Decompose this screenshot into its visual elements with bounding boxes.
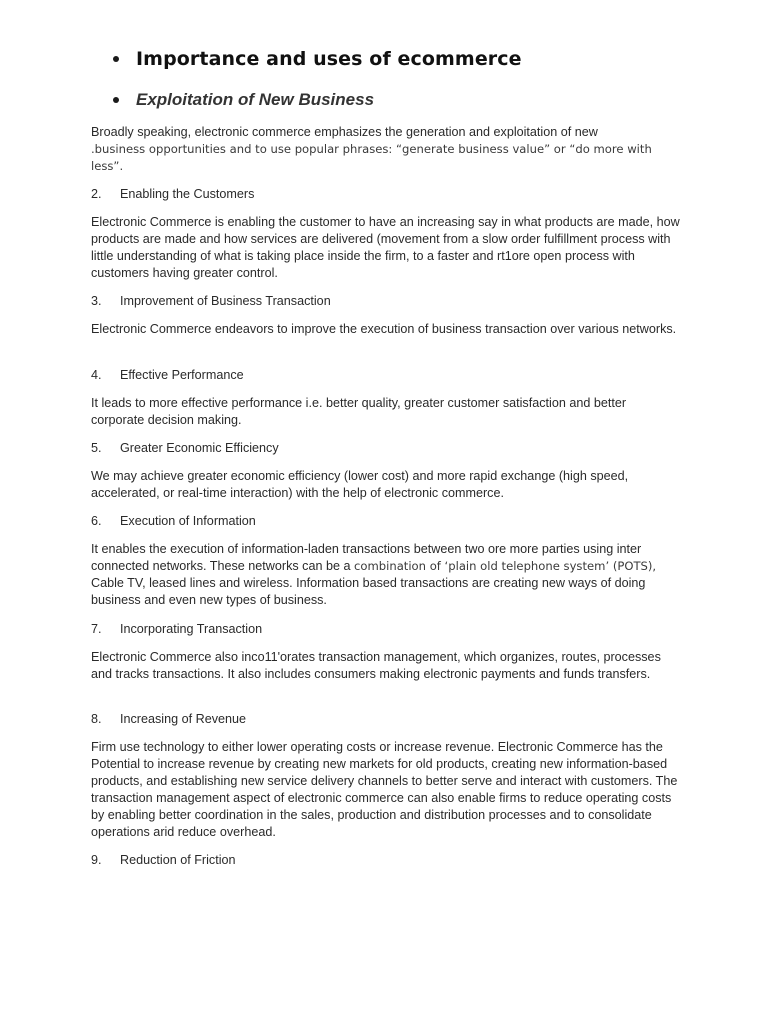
- intro-line: less”.: [91, 159, 124, 173]
- section-title: Enabling the Customers: [120, 187, 255, 201]
- section-body-text: It enables the execution of information-laden transactions between two ore more parties using inter connected networks. These networks can be a: [91, 542, 642, 573]
- bullet-icon: [113, 97, 119, 103]
- section-heading: [91, 621, 262, 638]
- section-heading: [91, 440, 279, 457]
- section-heading: [91, 852, 236, 869]
- section-number: 7.: [91, 622, 102, 636]
- section-heading: [91, 367, 244, 384]
- section-body-text: Cable TV, leased lines and wireless. Information based transactions are creating new ways of doing business and even new types of business.: [91, 576, 646, 607]
- section-number: 4.: [91, 368, 102, 382]
- section-subheading: Exploitation of New Business: [136, 90, 375, 109]
- heading-bullet-item: [113, 48, 522, 70]
- section-number: 9.: [91, 853, 102, 867]
- section-heading: [91, 186, 254, 203]
- section-body: Electronic Commerce also inco11'orates transaction management, which organizes, routes, processes and tracks transactions. It also includes consumers making electronic payments and funds transfers.: [91, 650, 661, 681]
- section-title: Reduction of Friction: [120, 853, 236, 867]
- intro-line: Broadly speaking, electronic commerce emphasizes the generation and exploitation of new: [91, 125, 598, 139]
- section-number: 5.: [91, 441, 102, 455]
- page-heading: Importance and uses of ecommerce: [136, 48, 522, 70]
- section-heading: [91, 711, 246, 728]
- section-body: [91, 541, 681, 609]
- section-number: 3.: [91, 294, 102, 308]
- section-number: 6.: [91, 514, 102, 528]
- section-heading: [91, 513, 256, 530]
- section-title: Execution of Information: [120, 514, 256, 528]
- subheading-bullet-item: [113, 90, 374, 110]
- intro-paragraph: [91, 124, 681, 175]
- section-body-text-alt: combination of ‘plain old telephone system’ (POTS),: [354, 559, 657, 573]
- section-title: Effective Performance: [120, 368, 244, 382]
- section-title: Greater Economic Efficiency: [120, 441, 279, 455]
- section-body: Electronic Commerce is enabling the customer to have an increasing say in what products are made, how products are made and how services are delivered (movement from a slow order fulfillment process with little understanding of what is taking place inside the firm, to a faster and rt1ore open process with customers having greater control.: [91, 215, 680, 280]
- section-title: Incorporating Transaction: [120, 622, 263, 636]
- intro-line: .business opportunities and to use popular phrases: “generate business value” or “do more with: [91, 142, 652, 156]
- section-number: 2.: [91, 187, 102, 201]
- section-title: Increasing of Revenue: [120, 712, 247, 726]
- section-title: Improvement of Business Transaction: [120, 294, 331, 308]
- section-body: Firm use technology to either lower operating costs or increase revenue. Electronic Commerce has the Potential to increase revenue by creating new markets for old products, creating new information-based products, and establishing new service delivery channels to better serve and interact with customers. The transaction management aspect of electronic commerce can also enable firms to reduce operating costs by enabling better coordination in the sales, production and distribution processes and to consolidate operations arid reduce overhead.: [91, 740, 678, 839]
- section-heading: [91, 293, 331, 310]
- section-body: Electronic Commerce endeavors to improve the execution of business transaction over various networks.: [91, 322, 677, 336]
- bullet-icon: [113, 56, 119, 62]
- section-body: We may achieve greater economic efficiency (lower cost) and more rapid exchange (high speed, accelerated, or real-time interaction) with the help of electronic commerce.: [91, 469, 629, 500]
- section-body: It leads to more effective performance i.e. better quality, greater customer satisfaction and better corporate decision making.: [91, 396, 627, 427]
- section-number: 8.: [91, 712, 102, 726]
